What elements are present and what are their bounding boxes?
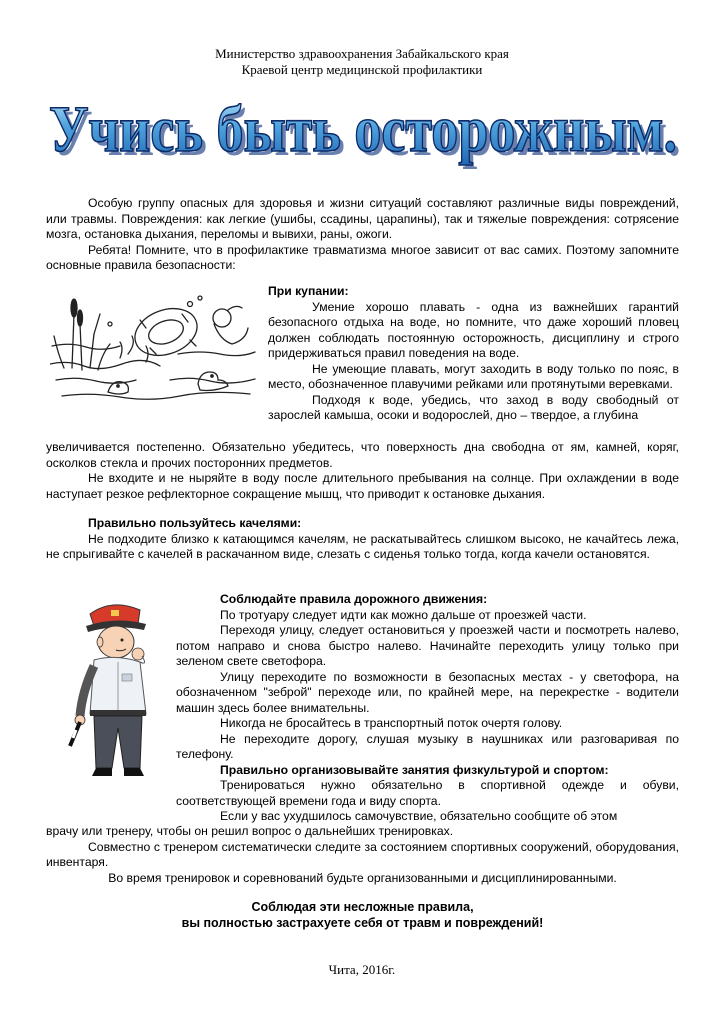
swimming-section (268, 284, 679, 424)
swimming-paragraph-2: Не умеющие плавать, могут заходить в воду только по пояс, в место, обозначенное плавучими рейками или протянутыми веревками. (268, 361, 679, 391)
swimming-illustration (50, 284, 258, 410)
traffic-officer-illustration (56, 596, 168, 780)
swimming-paragraph-3a: Подходя к воде, убедись, что заход в воду свободный от зарослей камыша, осоки и водорослей, дно – твердое, а глубина (268, 392, 679, 422)
swimming-continued (46, 440, 679, 502)
swings-heading: Правильно пользуйтесь качелями: (88, 516, 302, 530)
center-line: Краевой центр медицинской профилактики (241, 62, 483, 77)
sport-paragraph-3: Совместно с тренером систематически следите за состоянием спортивных сооружений, оборудования, инвентаря. (46, 839, 679, 869)
closing-line-2: вы полностью застрахуете себя от травм и повреждений! (181, 916, 544, 930)
road-paragraph-3: Улицу переходите по возможности в безопасных местах - у светофора, на обозначенном "зеброй" переходе или, по крайней мере, на перекрестке - водители машин здесь более внимательны. (176, 669, 679, 715)
road-heading: Соблюдайте правила дорожного движения: (220, 592, 488, 606)
title-text: Учись быть осторожным. (49, 93, 677, 166)
sport-paragraph-2b: врачу или тренеру, чтобы он решил вопрос о дальнейших тренировках. (46, 824, 454, 838)
swimming-paragraph-1: Умение хорошо плавать - одна из важнейших гарантий безопасного отдыха на воде, но помните, что даже хороший пловец должен соблюдать постоянную осторожность, дисциплину и строго придерживаться правил поведения на воде. (268, 299, 679, 360)
road-paragraph-5: Не переходите дорогу, слушая музыку в наушниках или разговаривая по телефону. (176, 731, 679, 761)
footer-city-year: Чита, 2016г. (328, 962, 396, 977)
road-paragraph-4: Никогда не бросайтесь в транспортный поток очертя голову. (220, 716, 563, 730)
swimming-paragraph-3b: увеличивается постепенно. Обязательно убедитесь, что поверхность дна свободна от ям, камней, коряг, осколков стекла и прочих посторонних предметов. (46, 440, 679, 470)
intro-paragraph-2: Ребята! Помните, что в профилактике травматизма многое зависит от вас самих. Поэтому запомните основные правила безопасности: (46, 242, 679, 272)
swings-paragraph-1: Не подходите близко к катающимся качелям, не раскатывайтесь слишком высоко, не качайтесь лежа, не спрыгивайте с качелей в раскачанном виде, слезать с сиденья только тогда, когда качели остановятся. (46, 531, 679, 561)
sport-continued (46, 824, 679, 886)
sport-heading: Правильно организовывайте занятия физкультурой и спортом: (220, 762, 609, 777)
swimming-heading: При купании: (268, 284, 349, 298)
page-title (40, 92, 690, 170)
road-paragraph-2: Переходя улицу, следует остановиться у проезжей части и посмотреть налево, потом направо и снова быстро налево. Начинайте переходить улицу только при зеленом свете светофора. (176, 623, 679, 668)
intro-paragraph-1: Особую группу опасных для здоровья и жизни ситуаций составляют различные виды повреждений, или травмы. Повреждения: как легкие (ушибы, ссадины, царапины), так и тяжелые повреждения: сотрясение мозга, остановка дыхания, переломы и вывихи, раны, ожоги. (46, 196, 679, 241)
road-section (176, 592, 679, 825)
road-paragraph-1: По тротуару следует идти как можно дальше от проезжей части. (220, 607, 587, 622)
ministry-line: Министерство здравоохранения Забайкальского края (215, 46, 509, 61)
intro-section (46, 196, 679, 274)
sport-paragraph-1: Тренироваться нужно обязательно в спортивной одежде и обуви, соответствующей времени года и виду спорта. (176, 778, 679, 808)
closing-section (46, 899, 679, 931)
title-shadow: Учись быть осторожным. (53, 97, 681, 170)
swings-section (46, 516, 679, 563)
swimming-paragraph-4: Не входите и не ныряйте в воду после длительного пребывания на солнце. При охлаждении в воде наступает резкое рефлекторное сокращение мышц, что приводит к остановке дыхания. (46, 471, 679, 501)
closing-line-1: Соблюдая эти несложные правила, (251, 900, 474, 914)
sport-paragraph-2a: Если у вас ухудшилось самочувствие, обязательно сообщите об этом (220, 809, 618, 823)
sport-paragraph-4: Во время тренировок и соревнований будьте организованными и дисциплинированными. (108, 870, 617, 885)
